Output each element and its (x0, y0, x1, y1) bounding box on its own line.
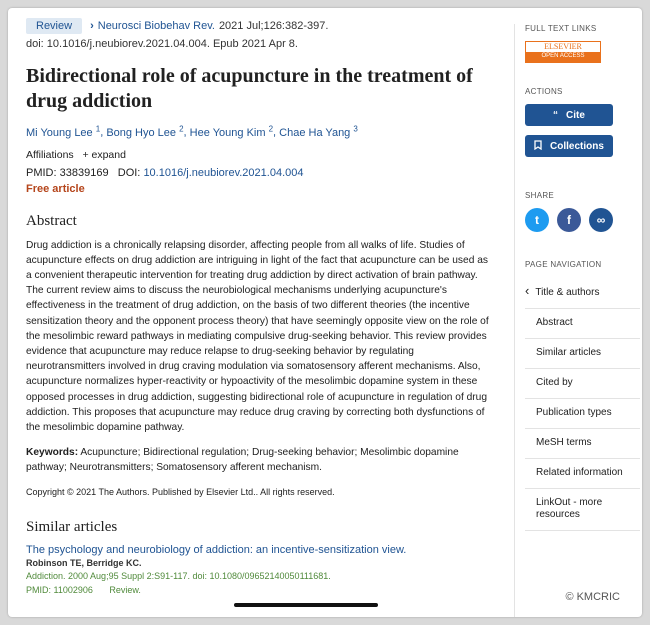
similar-article-ids (26, 585, 496, 595)
nav-item-mesh-terms[interactable]: MeSH terms (525, 429, 640, 459)
nav-item-linkout[interactable]: LinkOut - more resources (525, 489, 640, 531)
twitter-icon[interactable]: t (525, 208, 549, 232)
quote-icon: “ (553, 109, 559, 121)
doi-epub-line: doi: 10.1016/j.neubiorev.2021.04.004. Epub 2021 Apr 8. (26, 38, 298, 50)
actions-heading: ACTIONS (525, 87, 563, 96)
citation-text: 2021 Jul;126:382-397. (218, 20, 329, 32)
copyright-text: Copyright © 2021 The Authors. Published by Elsevier Ltd.. All rights reserved. (26, 487, 335, 498)
author-list: Mi Young Lee $^1$, Bong Hyo Lee $^2$, Hee Young Kim $^2$, Chae Ha Yang $^3$ (26, 124, 358, 139)
identifiers-row: PMID: 33839169 DOI: 10.1016/j.neubiorev.2021.04.004 (26, 166, 304, 179)
article-header (26, 18, 496, 34)
share-buttons (525, 208, 640, 232)
free-article-label: Free article (26, 182, 85, 195)
abstract-text: Drug addiction is a chronically relapsing disorder, affecting people from all walks of life. Studies of acupuncture effects on drug addiction are intriguing in light of the fact that acupuncture can be used as a convenient therapeutic intervention for treating drug addiction by direct activation of brain pathway. The current review aims to discuss the neurobiological mechanisms underlying acupuncture's effectiveness in the treatment of drug addiction, on the basis of two different theories (the incentive sensitization theory and the opponent process theory) that have seemingly opposite view on the role of the mesolimbic reward pathways in mediating compulsive drug-seeking behavior. This review provides evidence that acupuncture may reduce relapse to drug-seeking behavior by regulating neurotransmitters involved in drug craving modulation via somatosensory afferent mechanisms. Also, acupuncture normalizes hyper-reactivity or hypoactivity of the mesolimbic dopamine system in these opposed processes in drug addiction, suggesting bidirectional role of acupuncture in regulation of drug addiction. This proposes that acupuncture may reduce drug craving by correcting both dysfunctions of the mesolimbic dopamine pathway. (26, 239, 489, 434)
doi-link[interactable]: 10.1016/j.neubiorev.2021.04.004 (143, 166, 304, 179)
nav-item-cited-by[interactable]: Cited by (525, 369, 640, 399)
facebook-icon[interactable]: f (557, 208, 581, 232)
similar-article-authors: Robinson TE, Berridge KC. (26, 558, 142, 569)
affiliations-row (26, 149, 496, 161)
similar-articles-heading: Similar articles (26, 519, 118, 536)
keywords-label: Keywords: (26, 447, 79, 459)
keywords-text: Acupuncture; Bidirectional regulation; Drug-seeking behavior; Mesolimbic dopamine pathway; Neurotransmitters; Somatosensory afferent mechanism. (26, 447, 459, 474)
expand-affiliations-button[interactable]: + expand (82, 148, 126, 161)
bookmark-icon (534, 140, 542, 153)
page-navigation-list (525, 277, 640, 531)
elsevier-logo-text: ELSEVIER (544, 42, 582, 51)
author-link[interactable]: Hee Young Kim $^2$ (189, 124, 274, 139)
similar-article-type: Review. (109, 585, 141, 596)
collections-button[interactable]: Collections (525, 135, 613, 157)
similar-article-source: Addiction. 2000 Aug;95 Suppl 2:S91-117. doi: 10.1080/09652140050111681. (26, 571, 331, 582)
share-heading: SHARE (525, 191, 555, 200)
author-link[interactable]: Bong Hyo Lee $^2$ (106, 124, 184, 139)
similar-article-pmid: PMID: 11002906 (26, 585, 93, 596)
page-navigation-heading: PAGE NAVIGATION (525, 260, 602, 269)
affiliations-label: Affiliations (26, 148, 74, 161)
nav-item-similar-articles[interactable]: Similar articles (525, 339, 640, 369)
nav-item-publication-types[interactable]: Publication types (525, 399, 640, 429)
sidebar (514, 24, 640, 617)
home-indicator[interactable] (234, 603, 378, 607)
nav-item-abstract[interactable]: Abstract (525, 309, 640, 339)
nav-item-related-information[interactable]: Related information (525, 459, 640, 489)
article-title: Bidirectional role of acupuncture in the treatment of drug addiction (26, 65, 473, 112)
watermark: © KMCRIC (565, 591, 620, 603)
review-badge: Review (26, 18, 82, 34)
abstract-heading: Abstract (26, 212, 77, 229)
pmid-value: 33839169 (59, 166, 109, 179)
nav-item-title-authors[interactable]: ‹ Title & authors (525, 277, 640, 309)
permalink-icon[interactable]: ∞ (589, 208, 613, 232)
article-main (26, 16, 496, 595)
similar-article-item (26, 544, 496, 595)
author-link[interactable]: Mi Young Lee $^1$ (26, 124, 101, 139)
keywords (26, 445, 496, 475)
author-link[interactable]: Chae Ha Yang $^3$ (279, 124, 358, 139)
browser-page (8, 8, 642, 617)
full-text-links-heading: FULL TEXT LINKS (525, 24, 597, 33)
elsevier-open-access-link[interactable] (525, 41, 601, 63)
journal-link[interactable]: › Neurosci Biobehav Rev. (90, 20, 215, 32)
open-access-text: OPEN ACCESS (526, 52, 600, 62)
cite-button[interactable]: “ Cite (525, 104, 613, 126)
similar-article-title[interactable]: The psychology and neurobiology of addiction: an incentive-sensitization view. (26, 544, 407, 557)
